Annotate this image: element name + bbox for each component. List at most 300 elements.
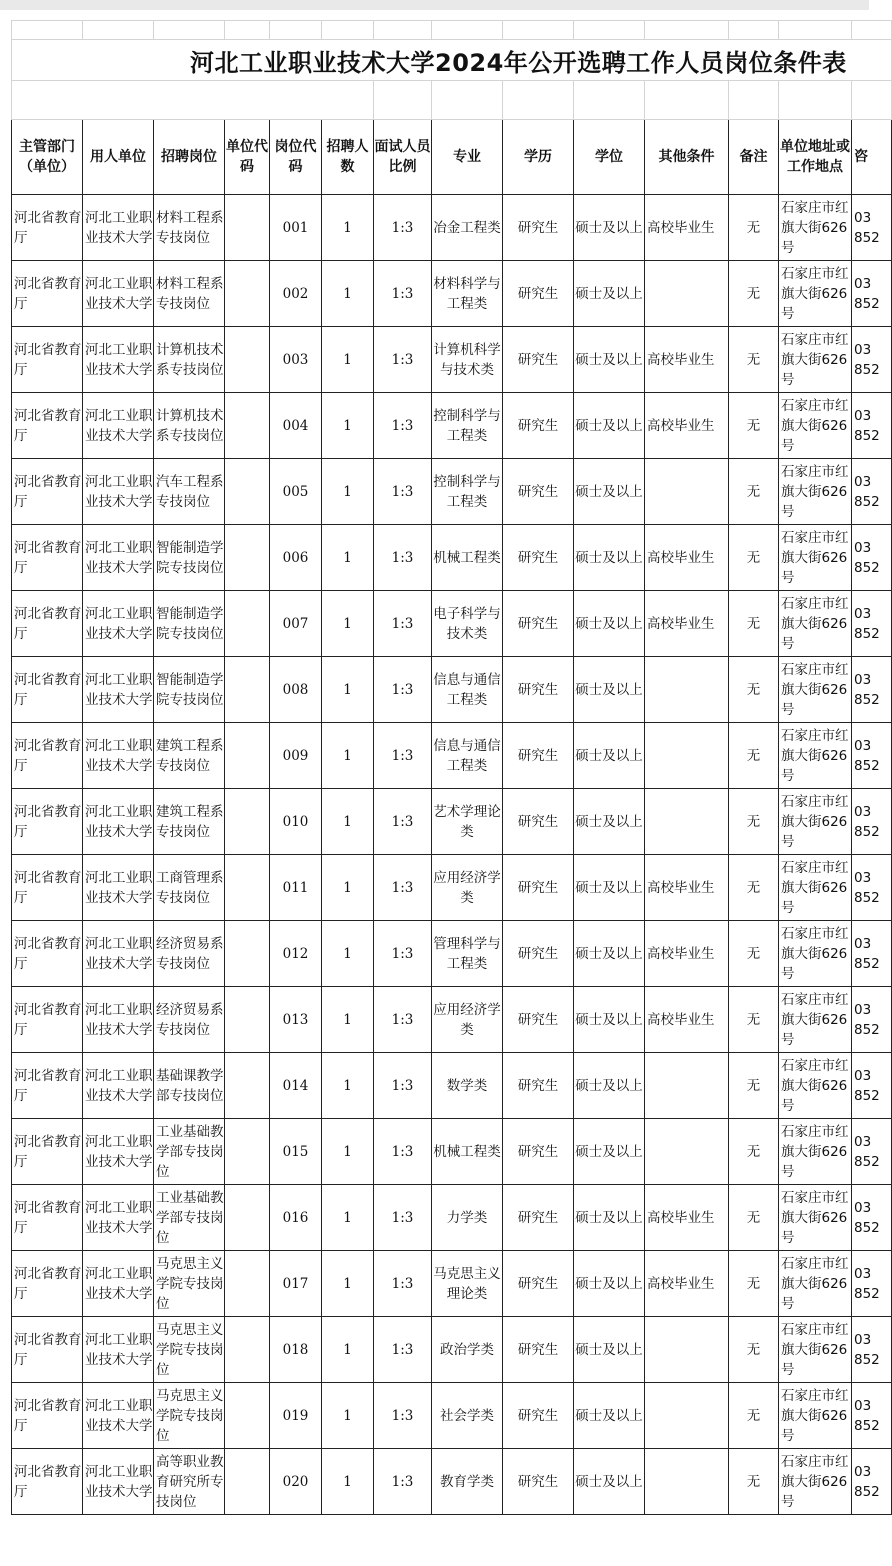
cell-count: 1 (322, 591, 374, 657)
cell-post: 计算机技术系专技岗位 (154, 393, 225, 459)
cell-degree: 硕士及以上 (574, 723, 645, 789)
cell-edu: 研究生 (503, 1317, 574, 1383)
table-row (12, 1449, 892, 1515)
cell-unit: 河北工业职业技术大学 (83, 1449, 154, 1515)
cell-code (225, 1053, 270, 1119)
cell-addr: 石家庄市红旗大街626号 (779, 789, 852, 855)
cell-tel: 03 852 (852, 855, 892, 921)
job-conditions-table (11, 20, 892, 1515)
cell-count: 1 (322, 987, 374, 1053)
cell-post: 建筑工程系专技岗位 (154, 789, 225, 855)
cell-note: 无 (729, 657, 779, 723)
cell-tel: 03 852 (852, 723, 892, 789)
cell-code (225, 393, 270, 459)
cell-addr: 石家庄市红旗大街626号 (779, 1449, 852, 1515)
cell-dept: 河北省教育厅 (12, 327, 83, 393)
cell-addr: 石家庄市红旗大街626号 (779, 1053, 852, 1119)
cell-other: 高校毕业生 (645, 1251, 729, 1317)
cell-post-code: 009 (270, 723, 322, 789)
cell-addr: 石家庄市红旗大街626号 (779, 591, 852, 657)
cell-degree: 硕士及以上 (574, 591, 645, 657)
cell-dept: 河北省教育厅 (12, 789, 83, 855)
cell-code (225, 1383, 270, 1449)
cell-post-code: 010 (270, 789, 322, 855)
cell-tel: 03 852 (852, 1449, 892, 1515)
cell-post: 智能制造学院专技岗位 (154, 657, 225, 723)
cell-unit: 河北工业职业技术大学 (83, 657, 154, 723)
table-row (12, 987, 892, 1053)
cell-ratio: 1:3 (374, 525, 432, 591)
cell-code (225, 1185, 270, 1251)
cell-other (645, 261, 729, 327)
cell-count: 1 (322, 723, 374, 789)
cell-other: 高校毕业生 (645, 393, 729, 459)
cell-edu: 研究生 (503, 1053, 574, 1119)
cell-edu: 研究生 (503, 195, 574, 261)
cell-edu: 研究生 (503, 1383, 574, 1449)
column-header: 面试人员比例 (374, 120, 432, 195)
cell-unit: 河北工业职业技术大学 (83, 1251, 154, 1317)
cell-addr: 石家庄市红旗大街626号 (779, 195, 852, 261)
cell-post-code: 020 (270, 1449, 322, 1515)
cell-tel: 03 852 (852, 393, 892, 459)
cell-other: 高校毕业生 (645, 987, 729, 1053)
column-header: 咨 (852, 120, 892, 195)
cell-tel: 03 852 (852, 1185, 892, 1251)
cell-post: 计算机技术系专技岗位 (154, 327, 225, 393)
cell-edu: 研究生 (503, 723, 574, 789)
cell-major: 数学类 (432, 1053, 503, 1119)
cell-edu: 研究生 (503, 525, 574, 591)
cell-tel: 03 852 (852, 459, 892, 525)
cell-ratio: 1:3 (374, 987, 432, 1053)
cell-post-code: 018 (270, 1317, 322, 1383)
cell-degree: 硕士及以上 (574, 855, 645, 921)
cell-post: 马克思主义学院专技岗位 (154, 1251, 225, 1317)
cell-ratio: 1:3 (374, 393, 432, 459)
cell-degree: 硕士及以上 (574, 393, 645, 459)
cell-post: 高等职业教育研究所专技岗位 (154, 1449, 225, 1515)
cell-dept: 河北省教育厅 (12, 987, 83, 1053)
table-row (12, 327, 892, 393)
header-row (12, 120, 892, 195)
cell-degree: 硕士及以上 (574, 789, 645, 855)
cell-addr: 石家庄市红旗大街626号 (779, 1251, 852, 1317)
cell-tel: 03 852 (852, 789, 892, 855)
cell-note: 无 (729, 591, 779, 657)
cell-dept: 河北省教育厅 (12, 723, 83, 789)
cell-post-code: 012 (270, 921, 322, 987)
cell-major: 力学类 (432, 1185, 503, 1251)
cell-code (225, 921, 270, 987)
cell-addr: 石家庄市红旗大街626号 (779, 1383, 852, 1449)
blank-row (12, 81, 892, 120)
cell-count: 1 (322, 393, 374, 459)
cell-post: 工业基础教学部专技岗位 (154, 1185, 225, 1251)
cell-addr: 石家庄市红旗大街626号 (779, 1119, 852, 1185)
cell-note: 无 (729, 459, 779, 525)
column-header: 岗位代码 (270, 120, 322, 195)
cell-degree: 硕士及以上 (574, 1449, 645, 1515)
cell-tel: 03 852 (852, 1053, 892, 1119)
cell-edu: 研究生 (503, 789, 574, 855)
cell-ratio: 1:3 (374, 1251, 432, 1317)
cell-addr: 石家庄市红旗大街626号 (779, 525, 852, 591)
cell-count: 1 (322, 1449, 374, 1515)
cell-degree: 硕士及以上 (574, 195, 645, 261)
cell-dept: 河北省教育厅 (12, 1185, 83, 1251)
cell-dept: 河北省教育厅 (12, 261, 83, 327)
table-row (12, 393, 892, 459)
cell-edu: 研究生 (503, 591, 574, 657)
cell-unit: 河北工业职业技术大学 (83, 1383, 154, 1449)
cell-count: 1 (322, 1317, 374, 1383)
cell-degree: 硕士及以上 (574, 261, 645, 327)
cell-code (225, 657, 270, 723)
cell-major: 马克思主义理论类 (432, 1251, 503, 1317)
cell-count: 1 (322, 1185, 374, 1251)
cell-post: 马克思主义学院专技岗位 (154, 1317, 225, 1383)
cell-ratio: 1:3 (374, 723, 432, 789)
cell-edu: 研究生 (503, 1251, 574, 1317)
cell-other: 高校毕业生 (645, 195, 729, 261)
cell-unit: 河北工业职业技术大学 (83, 261, 154, 327)
table-row (12, 525, 892, 591)
cell-ratio: 1:3 (374, 657, 432, 723)
cell-ratio: 1:3 (374, 195, 432, 261)
cell-note: 无 (729, 195, 779, 261)
cell-addr: 石家庄市红旗大街626号 (779, 921, 852, 987)
cell-major: 材料科学与工程类 (432, 261, 503, 327)
cell-tel: 03 852 (852, 987, 892, 1053)
cell-major: 电子科学与技术类 (432, 591, 503, 657)
cell-code (225, 195, 270, 261)
cell-post-code: 003 (270, 327, 322, 393)
cell-major: 政治学类 (432, 1317, 503, 1383)
cell-edu: 研究生 (503, 855, 574, 921)
cell-post-code: 004 (270, 393, 322, 459)
cell-ratio: 1:3 (374, 261, 432, 327)
cell-code (225, 261, 270, 327)
cell-unit: 河北工业职业技术大学 (83, 921, 154, 987)
cell-post-code: 014 (270, 1053, 322, 1119)
cell-major: 机械工程类 (432, 525, 503, 591)
cell-degree: 硕士及以上 (574, 1185, 645, 1251)
cell-post-code: 015 (270, 1119, 322, 1185)
cell-note: 无 (729, 1185, 779, 1251)
cell-tel: 03 852 (852, 1251, 892, 1317)
cell-unit: 河北工业职业技术大学 (83, 987, 154, 1053)
cell-dept: 河北省教育厅 (12, 525, 83, 591)
cell-count: 1 (322, 1119, 374, 1185)
cell-unit: 河北工业职业技术大学 (83, 855, 154, 921)
cell-major: 信息与通信工程类 (432, 657, 503, 723)
cell-ratio: 1:3 (374, 591, 432, 657)
cell-addr: 石家庄市红旗大街626号 (779, 261, 852, 327)
cell-dept: 河北省教育厅 (12, 1449, 83, 1515)
cell-dept: 河北省教育厅 (12, 393, 83, 459)
cell-degree: 硕士及以上 (574, 327, 645, 393)
cell-note: 无 (729, 393, 779, 459)
cell-note: 无 (729, 261, 779, 327)
cell-count: 1 (322, 921, 374, 987)
cell-ratio: 1:3 (374, 1449, 432, 1515)
cell-degree: 硕士及以上 (574, 657, 645, 723)
cell-post-code: 001 (270, 195, 322, 261)
cell-addr: 石家庄市红旗大街626号 (779, 459, 852, 525)
cell-post-code: 017 (270, 1251, 322, 1317)
cell-code (225, 525, 270, 591)
cell-edu: 研究生 (503, 393, 574, 459)
cell-major: 教育学类 (432, 1449, 503, 1515)
cell-dept: 河北省教育厅 (12, 855, 83, 921)
column-header: 学历 (503, 120, 574, 195)
column-header: 招聘岗位 (154, 120, 225, 195)
table-row (12, 1317, 892, 1383)
table-row (12, 921, 892, 987)
cell-dept: 河北省教育厅 (12, 1119, 83, 1185)
cell-addr: 石家庄市红旗大街626号 (779, 987, 852, 1053)
cell-count: 1 (322, 459, 374, 525)
cell-edu: 研究生 (503, 987, 574, 1053)
cell-dept: 河北省教育厅 (12, 195, 83, 261)
cell-tel: 03 852 (852, 195, 892, 261)
empty-grid-row (12, 21, 892, 40)
cell-unit: 河北工业职业技术大学 (83, 1119, 154, 1185)
cell-major: 信息与通信工程类 (432, 723, 503, 789)
cell-unit: 河北工业职业技术大学 (83, 591, 154, 657)
table-row (12, 1053, 892, 1119)
cell-addr: 石家庄市红旗大街626号 (779, 657, 852, 723)
cell-note: 无 (729, 789, 779, 855)
column-header: 学位 (574, 120, 645, 195)
cell-dept: 河北省教育厅 (12, 1383, 83, 1449)
cell-edu: 研究生 (503, 1119, 574, 1185)
cell-count: 1 (322, 261, 374, 327)
cell-other (645, 1383, 729, 1449)
table-row (12, 195, 892, 261)
cell-code (225, 1449, 270, 1515)
cell-ratio: 1:3 (374, 459, 432, 525)
cell-unit: 河北工业职业技术大学 (83, 327, 154, 393)
table-row (12, 789, 892, 855)
cell-note: 无 (729, 1251, 779, 1317)
cell-major: 管理科学与工程类 (432, 921, 503, 987)
cell-major: 机械工程类 (432, 1119, 503, 1185)
cell-note: 无 (729, 327, 779, 393)
cell-code (225, 459, 270, 525)
cell-other (645, 789, 729, 855)
column-header: 备注 (729, 120, 779, 195)
cell-major: 社会学类 (432, 1383, 503, 1449)
cell-tel: 03 852 (852, 921, 892, 987)
cell-dept: 河北省教育厅 (12, 1251, 83, 1317)
cell-tel: 03 852 (852, 1317, 892, 1383)
cell-other (645, 1119, 729, 1185)
cell-other: 高校毕业生 (645, 327, 729, 393)
cell-post: 工业基础教学部专技岗位 (154, 1119, 225, 1185)
cell-tel: 03 852 (852, 327, 892, 393)
cell-major: 控制科学与工程类 (432, 393, 503, 459)
cell-post: 智能制造学院专技岗位 (154, 591, 225, 657)
cell-dept: 河北省教育厅 (12, 1053, 83, 1119)
cell-major: 计算机科学与技术类 (432, 327, 503, 393)
cell-other (645, 723, 729, 789)
cell-count: 1 (322, 789, 374, 855)
table-row (12, 261, 892, 327)
cell-degree: 硕士及以上 (574, 1053, 645, 1119)
cell-dept: 河北省教育厅 (12, 657, 83, 723)
table-row (12, 1251, 892, 1317)
table-row (12, 1383, 892, 1449)
cell-edu: 研究生 (503, 1449, 574, 1515)
table-row (12, 459, 892, 525)
cell-unit: 河北工业职业技术大学 (83, 789, 154, 855)
cell-addr: 石家庄市红旗大街626号 (779, 855, 852, 921)
cell-degree: 硕士及以上 (574, 1251, 645, 1317)
cell-degree: 硕士及以上 (574, 1383, 645, 1449)
cell-post: 材料工程系专技岗位 (154, 195, 225, 261)
cell-dept: 河北省教育厅 (12, 1317, 83, 1383)
cell-dept: 河北省教育厅 (12, 459, 83, 525)
cell-post: 智能制造学院专技岗位 (154, 525, 225, 591)
cell-tel: 03 852 (852, 261, 892, 327)
cell-count: 1 (322, 1383, 374, 1449)
cell-edu: 研究生 (503, 327, 574, 393)
cell-addr: 石家庄市红旗大街626号 (779, 327, 852, 393)
cell-ratio: 1:3 (374, 921, 432, 987)
cell-dept: 河北省教育厅 (12, 591, 83, 657)
cell-degree: 硕士及以上 (574, 1317, 645, 1383)
cell-major: 应用经济学类 (432, 987, 503, 1053)
table-row (12, 1185, 892, 1251)
cell-dept: 河北省教育厅 (12, 921, 83, 987)
cell-count: 1 (322, 525, 374, 591)
spreadsheet (11, 20, 891, 1515)
title-row (12, 40, 892, 81)
cell-note: 无 (729, 987, 779, 1053)
cell-post-code: 007 (270, 591, 322, 657)
cell-other: 高校毕业生 (645, 855, 729, 921)
column-header: 主管部门（单位） (12, 120, 83, 195)
cell-code (225, 1119, 270, 1185)
top-strip (0, 0, 869, 10)
cell-tel: 03 852 (852, 1119, 892, 1185)
cell-post-code: 016 (270, 1185, 322, 1251)
cell-post: 建筑工程系专技岗位 (154, 723, 225, 789)
cell-note: 无 (729, 1449, 779, 1515)
cell-note: 无 (729, 1383, 779, 1449)
cell-unit: 河北工业职业技术大学 (83, 723, 154, 789)
cell-tel: 03 852 (852, 1383, 892, 1449)
cell-other (645, 1449, 729, 1515)
cell-count: 1 (322, 1251, 374, 1317)
cell-other (645, 1317, 729, 1383)
cell-unit: 河北工业职业技术大学 (83, 1053, 154, 1119)
cell-unit: 河北工业职业技术大学 (83, 525, 154, 591)
cell-addr: 石家庄市红旗大街626号 (779, 393, 852, 459)
cell-ratio: 1:3 (374, 855, 432, 921)
cell-post: 经济贸易系专技岗位 (154, 987, 225, 1053)
cell-other: 高校毕业生 (645, 591, 729, 657)
page-title: 河北工业职业技术大学2024年公开选聘工作人员岗位条件表 (12, 40, 892, 81)
cell-ratio: 1:3 (374, 327, 432, 393)
cell-edu: 研究生 (503, 261, 574, 327)
cell-post-code: 019 (270, 1383, 322, 1449)
cell-code (225, 855, 270, 921)
cell-ratio: 1:3 (374, 1317, 432, 1383)
cell-other (645, 657, 729, 723)
column-header: 单位地址或工作地点 (779, 120, 852, 195)
cell-count: 1 (322, 195, 374, 261)
table-row (12, 591, 892, 657)
cell-post-code: 008 (270, 657, 322, 723)
table-row (12, 657, 892, 723)
cell-code (225, 789, 270, 855)
cell-unit: 河北工业职业技术大学 (83, 1185, 154, 1251)
cell-edu: 研究生 (503, 459, 574, 525)
cell-ratio: 1:3 (374, 1185, 432, 1251)
cell-post: 汽车工程系专技岗位 (154, 459, 225, 525)
column-header: 专业 (432, 120, 503, 195)
cell-note: 无 (729, 921, 779, 987)
cell-major: 应用经济学类 (432, 855, 503, 921)
cell-post-code: 011 (270, 855, 322, 921)
cell-count: 1 (322, 327, 374, 393)
cell-other: 高校毕业生 (645, 525, 729, 591)
cell-note: 无 (729, 1317, 779, 1383)
cell-post: 经济贸易系专技岗位 (154, 921, 225, 987)
cell-degree: 硕士及以上 (574, 1119, 645, 1185)
cell-addr: 石家庄市红旗大街626号 (779, 723, 852, 789)
table-row (12, 1119, 892, 1185)
cell-note: 无 (729, 525, 779, 591)
cell-edu: 研究生 (503, 1185, 574, 1251)
cell-count: 1 (322, 855, 374, 921)
cell-degree: 硕士及以上 (574, 987, 645, 1053)
cell-count: 1 (322, 657, 374, 723)
cell-post-code: 002 (270, 261, 322, 327)
cell-unit: 河北工业职业技术大学 (83, 195, 154, 261)
cell-code (225, 1251, 270, 1317)
table-row (12, 855, 892, 921)
cell-addr: 石家庄市红旗大街626号 (779, 1317, 852, 1383)
cell-major: 控制科学与工程类 (432, 459, 503, 525)
cell-ratio: 1:3 (374, 789, 432, 855)
cell-note: 无 (729, 1053, 779, 1119)
cell-tel: 03 852 (852, 591, 892, 657)
cell-major: 艺术学理论类 (432, 789, 503, 855)
cell-tel: 03 852 (852, 525, 892, 591)
cell-degree: 硕士及以上 (574, 459, 645, 525)
table-row (12, 723, 892, 789)
cell-post-code: 006 (270, 525, 322, 591)
cell-other (645, 1053, 729, 1119)
cell-code (225, 327, 270, 393)
cell-ratio: 1:3 (374, 1119, 432, 1185)
cell-note: 无 (729, 723, 779, 789)
cell-post: 基础课教学部专技岗位 (154, 1053, 225, 1119)
cell-unit: 河北工业职业技术大学 (83, 1317, 154, 1383)
cell-edu: 研究生 (503, 657, 574, 723)
cell-degree: 硕士及以上 (574, 525, 645, 591)
cell-unit: 河北工业职业技术大学 (83, 393, 154, 459)
cell-count: 1 (322, 1053, 374, 1119)
cell-other: 高校毕业生 (645, 1185, 729, 1251)
column-header: 其他条件 (645, 120, 729, 195)
cell-post: 工商管理系专技岗位 (154, 855, 225, 921)
cell-addr: 石家庄市红旗大街626号 (779, 1185, 852, 1251)
